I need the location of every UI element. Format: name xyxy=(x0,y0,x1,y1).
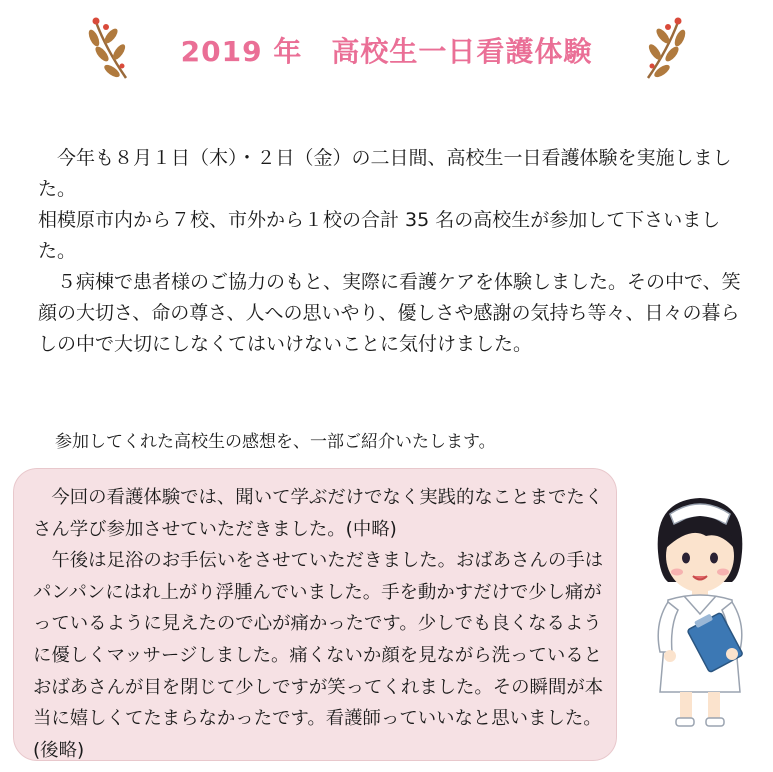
report-paragraph: ５病棟で患者様のご協力のもと、実際に看護ケアを体験しました。その中で、笑顔の大切さ、命の尊さ、人への思いやり、優しさや感謝の気持ち等々、日々の暮らしの中で大切にしなくてはいけないことに気付けました。 xyxy=(38,271,741,355)
report-paragraph: 相模原市内から７校、市外から１校の合計 35 名の高校生が参加して下さいました。 xyxy=(38,209,721,262)
nurse-illustration xyxy=(640,492,760,732)
testimonial-paragraph: 今回の看護体験では、聞いて学ぶだけでなく実践的なことまでたくさん学び参加させていただきました。(中略) xyxy=(33,487,604,540)
report-body xyxy=(38,143,758,360)
testimonial-intro: 参加してくれた高校生の感想を、一部ご紹介いたします。 xyxy=(55,432,496,452)
page-title: 2019 年 高校生一日看護体験 xyxy=(180,35,593,68)
report-paragraph: 今年も８月１日（木）・２日（金）の二日間、高校生一日看護体験を実施しました。 xyxy=(38,147,732,200)
testimonial-paragraph: 午後は足浴のお手伝いをさせていただきました。おばあさんの手はパンパンにはれ上がり浮腫んでいました。手を動かすだけで少し痛がっているように見えたので心が痛かったです。少しでも良くなるように優しくマッサージしました。痛くないか顔を見ながら洗っているとおばあさんが目を閉じて少しですが笑ってくれました。その瞬間が本当に嬉しくてたまらなかったです。看護師っていいなと思いました。(後略) xyxy=(33,550,604,761)
testimonial-box xyxy=(11,466,619,763)
